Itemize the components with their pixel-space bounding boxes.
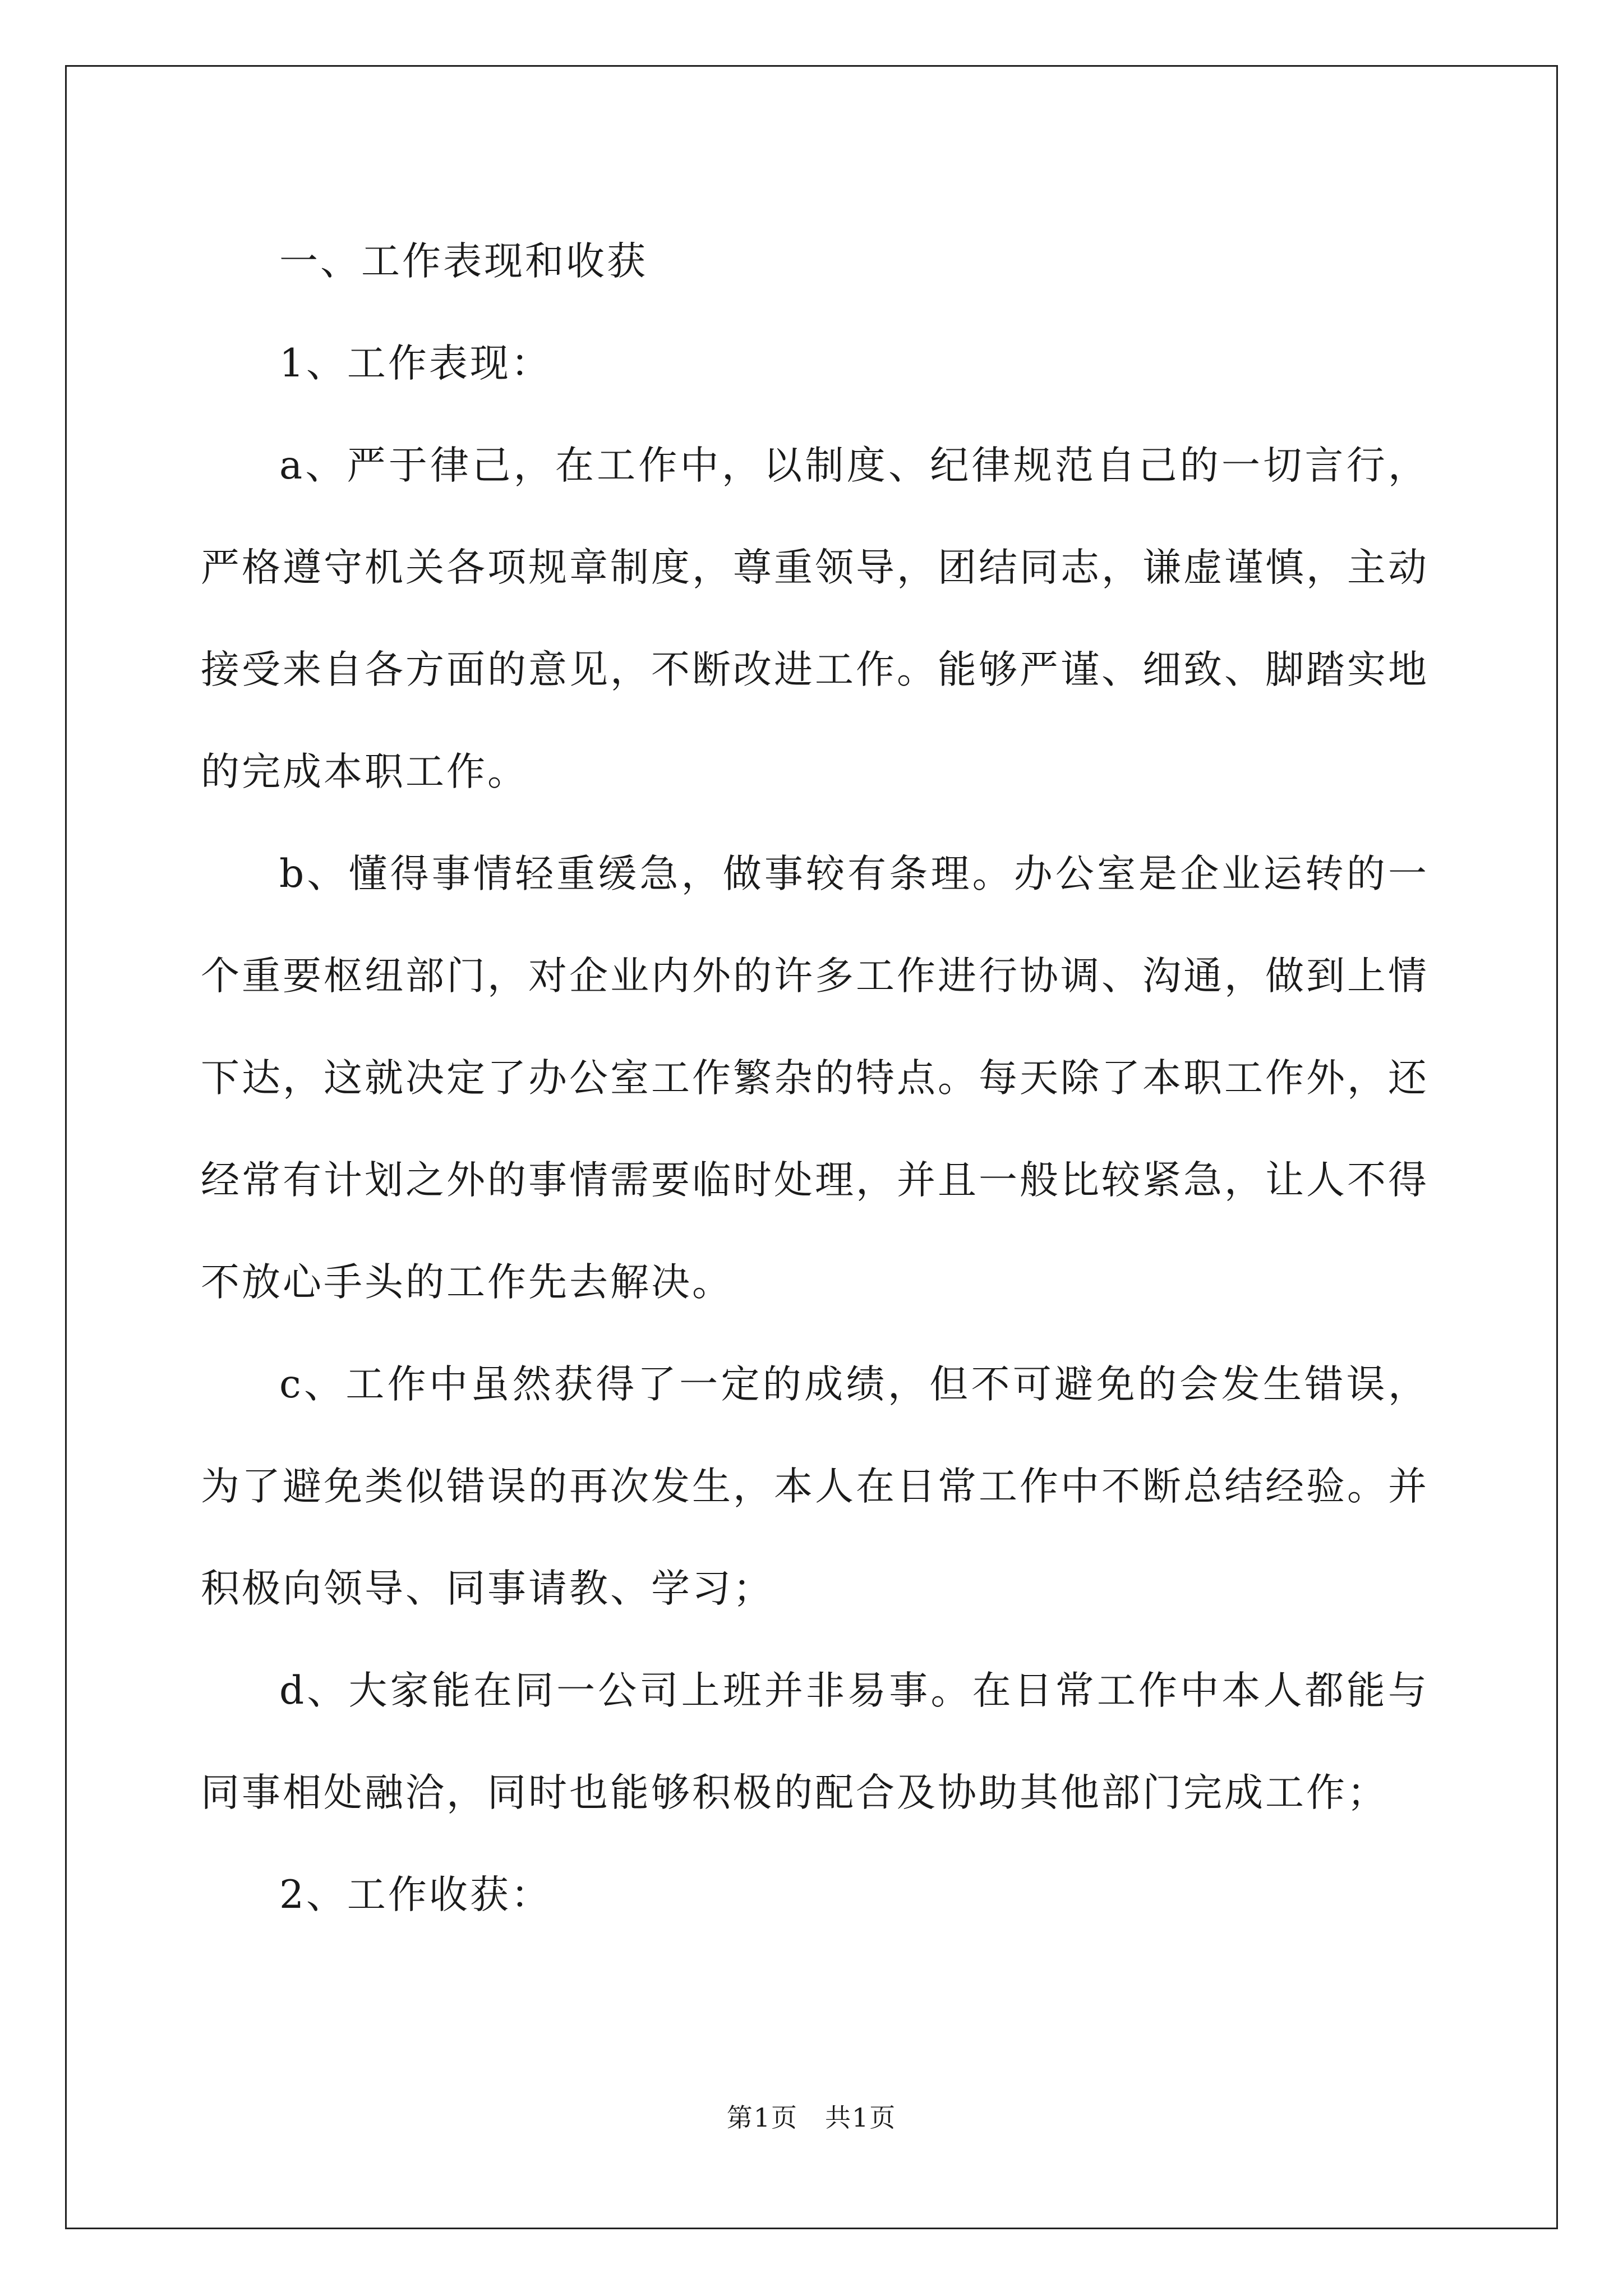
subsection-heading-2: 2、工作收获：	[279, 1872, 552, 1917]
page-number: 第1页	[726, 2102, 798, 2133]
paragraph-c: c、工作中虽然获得了一定的成绩，但不可避免的会发生错误，为了避免类似错误的再次发生，本人在日常工作中不断总结经验。并积极向领导、同事请教、学习；	[201, 1362, 1429, 1611]
document-body	[201, 210, 1429, 1946]
paragraph-d: d、大家能在同一公司上班并非易事。在日常工作中本人都能与同事相处融洽，同时也能够积极的配合及协助其他部门完成工作；	[201, 1668, 1429, 1815]
page-footer	[0, 2101, 1623, 2134]
page-total: 共1页	[825, 2102, 897, 2133]
section-heading: 一、工作表现和收获	[279, 239, 648, 284]
subsection-heading: 1、工作表现：	[279, 341, 552, 386]
paragraph-a: a、严于律己，在工作中，以制度、纪律规范自己的一切言行，严格遵守机关各项规章制度，尊重领导，团结同志，谦虚谨慎，主动接受来自各方面的意见，不断改进工作。能够严谨、细致、脚踏实地的完成本职工作。	[201, 443, 1429, 794]
paragraph-b: b、懂得事情轻重缓急，做事较有条理。办公室是企业运转的一个重要枢纽部门，对企业内外的许多工作进行协调、沟通，做到上情下达，这就决定了办公室工作繁杂的特点。每天除了本职工作外，还经常有计划之外的事情需要临时处理，并且一般比较紧急，让人不得不放心手头的工作先去解决。	[201, 852, 1429, 1305]
